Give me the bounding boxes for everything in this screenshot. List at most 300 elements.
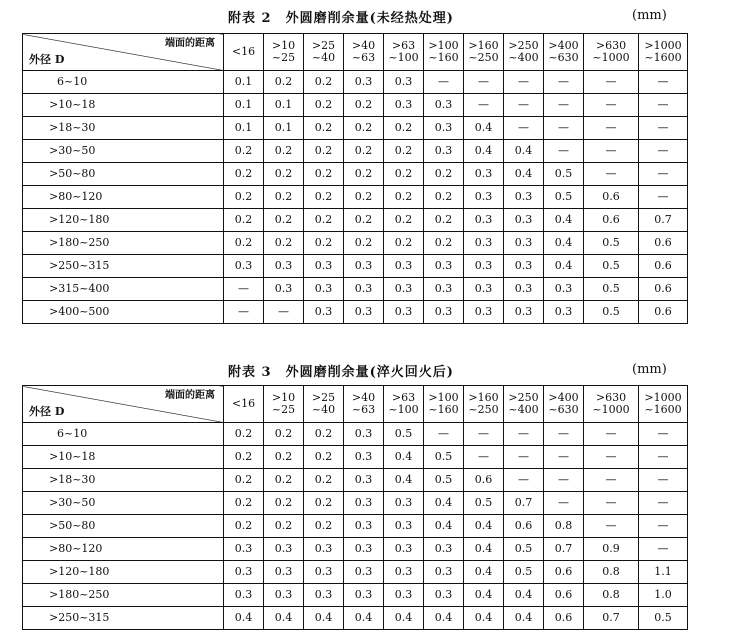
table-cell: —	[464, 446, 504, 469]
column-header-line: >100	[428, 39, 459, 52]
column-header-line: >160	[468, 391, 499, 404]
table-cell: 0.3	[424, 278, 464, 301]
column-header-line: >40	[351, 39, 376, 52]
table-3	[22, 385, 688, 630]
table-cell: 0.3	[424, 301, 464, 324]
table-cell: 0.2	[224, 469, 264, 492]
column-header	[264, 386, 304, 423]
table-cell: 0.3	[344, 255, 384, 278]
table-cell: 0.2	[264, 232, 304, 255]
table-cell: 0.2	[304, 469, 344, 492]
column-header-line: >63	[391, 391, 416, 404]
table-cell: 0.3	[264, 561, 304, 584]
column-header-text	[304, 40, 343, 64]
table-cell: —	[544, 94, 584, 117]
table-row	[23, 607, 688, 630]
corner-label-distance: 端面的距离	[165, 38, 215, 49]
table-cell: 0.6	[639, 301, 688, 324]
column-header-text	[584, 392, 638, 416]
table-cell: 0.1	[224, 117, 264, 140]
column-header-line: ~160	[428, 51, 459, 64]
table-cell: 0.2	[224, 515, 264, 538]
table-cell: 0.2	[384, 140, 424, 163]
table-cell: 0.2	[264, 446, 304, 469]
table-cell: 0.4	[504, 584, 544, 607]
column-header-text	[224, 398, 263, 410]
table-cell: 0.3	[264, 278, 304, 301]
table-cell: 0.3	[424, 561, 464, 584]
table-cell: —	[464, 94, 504, 117]
table-row	[23, 186, 688, 209]
column-header-text	[504, 392, 543, 416]
table-cell: —	[504, 94, 544, 117]
table-cell: 0.1	[264, 117, 304, 140]
column-header-line: ~40	[311, 51, 336, 64]
column-header	[424, 386, 464, 423]
table-3-body	[23, 386, 688, 630]
table-cell: 0.6	[464, 469, 504, 492]
table-cell: 0.6	[639, 232, 688, 255]
table-cell: 0.2	[224, 140, 264, 163]
table-cell: 0.8	[544, 515, 584, 538]
table-cell: 0.3	[344, 446, 384, 469]
table-cell: —	[639, 163, 688, 186]
table-cell: 0.2	[384, 232, 424, 255]
table-cell: 0.2	[304, 209, 344, 232]
column-header-line: >400	[548, 39, 579, 52]
table-cell: —	[639, 423, 688, 446]
table-cell: 0.8	[584, 584, 639, 607]
column-header-line: >63	[391, 39, 416, 52]
table-cell: 0.2	[304, 423, 344, 446]
table-cell: 0.2	[224, 186, 264, 209]
table-row	[23, 163, 688, 186]
table-cell: —	[504, 117, 544, 140]
table-cell: 0.3	[224, 255, 264, 278]
table-cell: 0.3	[344, 469, 384, 492]
column-header	[384, 34, 424, 71]
column-header	[344, 386, 384, 423]
table-row	[23, 278, 688, 301]
corner-label-diameter: 外径 D	[29, 53, 65, 66]
column-header-line: ~100	[388, 403, 419, 416]
column-header-line: >630	[595, 39, 627, 52]
table-cell: 0.3	[504, 301, 544, 324]
table-cell: 0.4	[264, 607, 304, 630]
column-header-line: ~1600	[644, 403, 682, 416]
table-cell: —	[639, 186, 688, 209]
table-cell: 0.3	[504, 278, 544, 301]
column-header	[464, 34, 504, 71]
table-cell: 0.4	[504, 163, 544, 186]
column-header-text	[384, 40, 423, 64]
column-header-text	[224, 46, 263, 58]
row-label: >50~80	[23, 163, 224, 186]
table-cell: 0.2	[344, 186, 384, 209]
table-cell: 0.7	[639, 209, 688, 232]
table-row	[23, 538, 688, 561]
table-cell: 0.2	[344, 117, 384, 140]
table-row	[23, 561, 688, 584]
table-cell: —	[464, 423, 504, 446]
table-row	[23, 469, 688, 492]
table-cell: 0.2	[224, 232, 264, 255]
table-cell: 0.4	[224, 607, 264, 630]
table-cell: 0.4	[384, 446, 424, 469]
table-cell: 0.2	[264, 186, 304, 209]
table-cell: 0.4	[424, 607, 464, 630]
table-cell: 0.3	[344, 538, 384, 561]
table-cell: —	[639, 140, 688, 163]
table-cell: —	[639, 71, 688, 94]
row-label: >10~18	[23, 446, 224, 469]
table-row	[23, 117, 688, 140]
table-cell: 0.3	[544, 278, 584, 301]
table-row	[23, 71, 688, 94]
table-cell: 0.6	[639, 255, 688, 278]
table-cell: —	[639, 492, 688, 515]
table-cell: —	[544, 492, 584, 515]
table-cell: 0.3	[464, 278, 504, 301]
table-cell: 0.5	[504, 538, 544, 561]
column-header	[504, 34, 544, 71]
table-cell: 0.3	[384, 94, 424, 117]
column-header	[344, 34, 384, 71]
table-cell: 0.3	[264, 538, 304, 561]
column-header-line: >400	[548, 391, 579, 404]
column-header	[544, 386, 584, 423]
row-label: >80~120	[23, 538, 224, 561]
table-cell: 0.3	[264, 584, 304, 607]
table-cell: 0.4	[424, 515, 464, 538]
table-cell: 0.3	[344, 561, 384, 584]
table-cell: 0.5	[464, 492, 504, 515]
table-cell: 0.1	[224, 94, 264, 117]
table-row	[23, 209, 688, 232]
table-cell: 0.6	[639, 278, 688, 301]
table-cell: 0.2	[224, 209, 264, 232]
table-cell: 0.4	[464, 607, 504, 630]
column-header-line: <16	[231, 397, 256, 410]
table-cell: 0.2	[384, 163, 424, 186]
header-row	[23, 386, 688, 423]
table-cell: 0.2	[304, 492, 344, 515]
corner-header-cell	[23, 386, 224, 423]
table-row	[23, 423, 688, 446]
table-cell: —	[504, 71, 544, 94]
table-cell: 0.3	[384, 561, 424, 584]
table-cell: 0.9	[584, 538, 639, 561]
row-label: >315~400	[23, 278, 224, 301]
table-cell: 0.3	[344, 423, 384, 446]
table-cell: 0.3	[224, 561, 264, 584]
column-header-text	[464, 40, 503, 64]
table-cell: 0.5	[584, 278, 639, 301]
table-cell: 0.2	[384, 186, 424, 209]
table-cell: 0.3	[464, 255, 504, 278]
table-cell: 0.2	[344, 209, 384, 232]
column-header-text	[264, 40, 303, 64]
table-cell: 0.2	[304, 71, 344, 94]
table-cell: —	[584, 492, 639, 515]
table-cell: —	[584, 117, 639, 140]
table-cell: 0.3	[264, 255, 304, 278]
table-cell: 0.2	[264, 140, 304, 163]
column-header	[504, 386, 544, 423]
table-cell: 0.3	[304, 301, 344, 324]
table-cell: 0.3	[424, 538, 464, 561]
column-header-line: >250	[508, 39, 539, 52]
column-header	[424, 34, 464, 71]
table-cell: 0.2	[304, 186, 344, 209]
table-row	[23, 140, 688, 163]
table-cell: 0.5	[639, 607, 688, 630]
table-cell: 0.2	[304, 94, 344, 117]
table-cell: —	[544, 140, 584, 163]
table-cell: 0.6	[544, 607, 584, 630]
table-cell: —	[464, 71, 504, 94]
column-header-line: >250	[508, 391, 539, 404]
column-header	[544, 34, 584, 71]
table-row	[23, 446, 688, 469]
table-row	[23, 584, 688, 607]
table-cell: 0.5	[544, 186, 584, 209]
column-header-text	[344, 40, 383, 64]
table-cell: 0.3	[544, 301, 584, 324]
column-header-text	[639, 40, 687, 64]
table-cell: 0.3	[344, 71, 384, 94]
column-header-line: ~250	[468, 51, 499, 64]
column-header-line: >40	[351, 391, 376, 404]
table-cell: —	[544, 71, 584, 94]
table-cell: 0.3	[344, 492, 384, 515]
table-cell: —	[224, 301, 264, 324]
column-header-line: ~63	[351, 51, 376, 64]
table-cell: 0.2	[264, 469, 304, 492]
table-cell: 0.3	[224, 584, 264, 607]
table-cell: —	[639, 94, 688, 117]
table-cell: —	[639, 469, 688, 492]
table-cell: 0.2	[344, 94, 384, 117]
table-cell: 0.4	[384, 469, 424, 492]
column-header-line: ~1000	[592, 403, 630, 416]
table-cell: 0.2	[264, 163, 304, 186]
table-cell: 0.3	[304, 255, 344, 278]
column-header-text	[384, 392, 423, 416]
table-2-unit: (mm)	[632, 8, 667, 23]
table-cell: —	[639, 446, 688, 469]
table-cell: 0.2	[304, 446, 344, 469]
table-cell: 0.4	[424, 492, 464, 515]
table-cell: 0.3	[384, 515, 424, 538]
table-cell: 0.3	[504, 255, 544, 278]
table-cell: 0.2	[424, 163, 464, 186]
table-cell: 0.7	[504, 492, 544, 515]
table-cell: 0.3	[384, 584, 424, 607]
column-header-line: >25	[311, 391, 336, 404]
table-cell: 0.2	[224, 446, 264, 469]
table-cell: —	[584, 469, 639, 492]
table-cell: 0.3	[344, 515, 384, 538]
table-cell: 0.2	[224, 492, 264, 515]
corner-header-cell	[23, 34, 224, 71]
column-header-line: ~400	[508, 403, 539, 416]
table-cell: —	[584, 515, 639, 538]
table-cell: 0.4	[464, 117, 504, 140]
table-cell: 0.3	[304, 538, 344, 561]
table-cell: 0.5	[544, 163, 584, 186]
table-cell: —	[544, 117, 584, 140]
column-header	[639, 386, 688, 423]
column-header-line: >160	[468, 39, 499, 52]
table-cell: 0.3	[304, 278, 344, 301]
column-header-text	[504, 40, 543, 64]
table-cell: 0.5	[584, 301, 639, 324]
table-cell: 0.2	[224, 163, 264, 186]
column-header-text	[544, 40, 583, 64]
column-header-line: >10	[271, 391, 296, 404]
table-cell: 1.0	[639, 584, 688, 607]
corner-label-distance: 端面的距离	[165, 390, 215, 401]
table-cell: —	[584, 446, 639, 469]
row-label: >400~500	[23, 301, 224, 324]
column-header-line: <16	[231, 45, 256, 58]
table-cell: 0.2	[304, 163, 344, 186]
table-cell: 0.4	[544, 255, 584, 278]
column-header-text	[424, 392, 463, 416]
table-2-caption: 附表 2 外圆磨削余量(未经热处理)	[228, 11, 454, 26]
column-header	[224, 386, 264, 423]
column-header	[264, 34, 304, 71]
table-cell: 0.1	[224, 71, 264, 94]
table-cell: —	[424, 71, 464, 94]
table-cell: 0.3	[384, 301, 424, 324]
column-header	[464, 386, 504, 423]
table-cell: —	[224, 278, 264, 301]
column-header-line: ~63	[351, 403, 376, 416]
table-cell: 0.2	[344, 140, 384, 163]
column-header-line: >1000	[644, 391, 682, 404]
table-cell: 0.4	[544, 209, 584, 232]
table-cell: 0.3	[344, 301, 384, 324]
table-cell: 0.2	[304, 117, 344, 140]
column-header-line: ~630	[548, 51, 579, 64]
table-cell: —	[544, 469, 584, 492]
column-header-line: >25	[311, 39, 336, 52]
table-cell: 0.3	[424, 140, 464, 163]
table-cell: 0.4	[464, 538, 504, 561]
column-header-line: ~100	[388, 51, 419, 64]
table-3-caption: 附表 3 外圆磨削余量(淬火回火后)	[228, 365, 454, 380]
table-cell: 0.6	[544, 561, 584, 584]
table-cell: 0.2	[264, 209, 304, 232]
column-header-text	[264, 392, 303, 416]
table-cell: —	[544, 423, 584, 446]
column-header-line: ~400	[508, 51, 539, 64]
table-cell: 0.3	[384, 278, 424, 301]
table-cell: 0.4	[464, 584, 504, 607]
table-cell: 0.3	[384, 538, 424, 561]
table-cell: 0.3	[504, 186, 544, 209]
table-cell: 0.8	[584, 561, 639, 584]
table-cell: 0.3	[504, 209, 544, 232]
table-3-unit: (mm)	[632, 362, 667, 377]
table-cell: —	[584, 423, 639, 446]
table-cell: 0.2	[424, 232, 464, 255]
table-cell: 0.4	[464, 140, 504, 163]
table-cell: 0.3	[464, 209, 504, 232]
column-header-line: ~40	[311, 403, 336, 416]
table-cell: 0.2	[344, 163, 384, 186]
column-header-text	[344, 392, 383, 416]
table-cell: 0.2	[264, 515, 304, 538]
table-row	[23, 94, 688, 117]
column-header-text	[584, 40, 638, 64]
table-cell: 0.7	[544, 538, 584, 561]
table-cell: 0.4	[344, 607, 384, 630]
table-cell: 0.3	[384, 492, 424, 515]
table-cell: 0.5	[424, 446, 464, 469]
table-cell: 0.2	[264, 423, 304, 446]
table-cell: —	[504, 446, 544, 469]
column-header	[304, 34, 344, 71]
table-cell: 0.2	[384, 209, 424, 232]
table-cell: 0.6	[504, 515, 544, 538]
table-cell: 0.3	[464, 186, 504, 209]
table-cell: 0.3	[464, 163, 504, 186]
table-cell: 0.5	[584, 255, 639, 278]
table-cell: 0.6	[584, 186, 639, 209]
table-cell: 0.5	[424, 469, 464, 492]
table-cell: 0.3	[304, 561, 344, 584]
column-header-line: >630	[595, 391, 627, 404]
table-cell: —	[639, 117, 688, 140]
table-cell: 0.2	[304, 232, 344, 255]
table-cell: 0.3	[384, 255, 424, 278]
table-cell: 0.4	[544, 232, 584, 255]
table-cell: 0.2	[264, 71, 304, 94]
table-cell: 0.5	[384, 423, 424, 446]
table-cell: 0.4	[464, 561, 504, 584]
column-header-line: ~25	[271, 51, 296, 64]
table-cell: 0.2	[224, 423, 264, 446]
table-cell: —	[584, 71, 639, 94]
table-cell: 0.2	[344, 232, 384, 255]
table-cell: —	[584, 140, 639, 163]
table-cell: 0.2	[304, 515, 344, 538]
table-cell: 0.2	[264, 492, 304, 515]
table-cell: 0.3	[464, 301, 504, 324]
column-header-line: >100	[428, 391, 459, 404]
column-header-text	[464, 392, 503, 416]
column-header-line: ~25	[271, 403, 296, 416]
row-label: >50~80	[23, 515, 224, 538]
column-header-line: >1000	[644, 39, 682, 52]
table-row	[23, 515, 688, 538]
table-cell: 0.3	[424, 584, 464, 607]
row-label: >18~30	[23, 469, 224, 492]
table-cell: 0.3	[344, 278, 384, 301]
table-2	[22, 33, 688, 324]
table-cell: 0.5	[584, 232, 639, 255]
row-label: >10~18	[23, 94, 224, 117]
table-cell: 0.4	[504, 140, 544, 163]
table-cell: 0.3	[424, 117, 464, 140]
row-label: 6~10	[23, 71, 224, 94]
row-label: >180~250	[23, 232, 224, 255]
row-label: >120~180	[23, 209, 224, 232]
table-cell: 0.6	[584, 209, 639, 232]
